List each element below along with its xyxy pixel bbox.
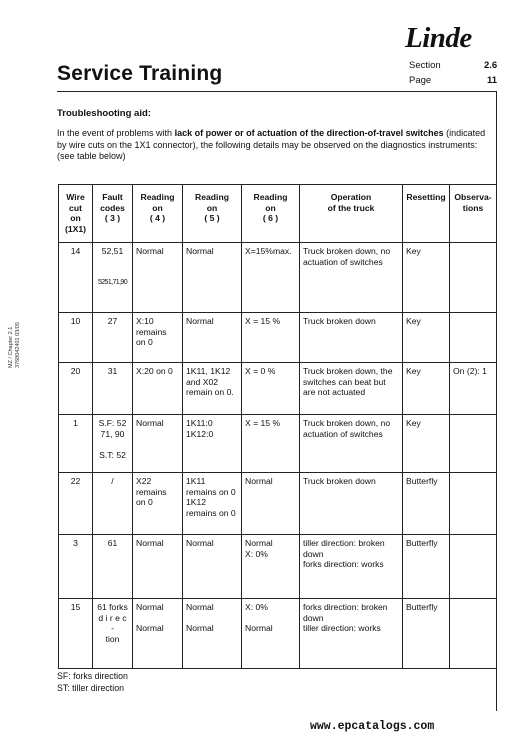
cell-observations xyxy=(450,473,497,535)
cell-operation xyxy=(300,243,403,313)
column-header-line: Resetting xyxy=(406,192,446,202)
cell-line: Normal xyxy=(136,246,164,256)
cell-line xyxy=(96,267,129,278)
cell-line: remains xyxy=(136,326,167,337)
column-header-reading-6 xyxy=(242,185,300,243)
cell-line: tion xyxy=(105,633,120,644)
cell-line: 15 xyxy=(70,602,81,612)
cell-line: Butterfly xyxy=(406,476,438,486)
cell-line xyxy=(186,613,238,624)
cell-reading-4 xyxy=(133,243,183,313)
cell-fault-codes xyxy=(93,243,133,313)
cell-line: Key xyxy=(406,418,421,428)
brand-logo: Linde xyxy=(405,22,472,54)
cell-line: forks direction: broken xyxy=(303,602,388,612)
cell-line: X: 0% xyxy=(245,602,268,612)
cell-line xyxy=(136,613,179,624)
page-title: Service Training xyxy=(57,62,223,85)
cell-wire-cut xyxy=(59,535,93,599)
cell-line: remain on 0. xyxy=(186,387,234,397)
cell-observations xyxy=(450,599,497,669)
cell-line: 1K12 xyxy=(186,497,207,507)
cell-line: Normal xyxy=(136,623,164,633)
column-header-line: ( 4 ) xyxy=(149,213,166,223)
cell-line: 20 xyxy=(70,366,81,376)
cell-resetting xyxy=(403,243,450,313)
cell-line: On (2): 1 xyxy=(453,366,487,376)
column-header-line: ( 5 ) xyxy=(204,213,220,223)
table-header-row xyxy=(59,185,497,243)
cell-line: on 0 xyxy=(136,497,153,507)
cell-observations xyxy=(450,415,497,473)
cell-line: down xyxy=(303,612,324,623)
cell-fault-codes xyxy=(93,363,133,415)
cell-reading-5 xyxy=(183,243,242,313)
cell-fault-codes xyxy=(93,473,133,535)
watermark: www.epcatalogs.com xyxy=(310,720,435,733)
cell-line xyxy=(453,316,493,327)
table-row xyxy=(59,599,497,669)
cell-line: are not actuated xyxy=(303,387,366,397)
cell-observations xyxy=(450,535,497,599)
cell-reading-6 xyxy=(242,313,300,363)
table-row xyxy=(59,415,497,473)
cell-line: Normal xyxy=(245,538,273,548)
column-header-line: Fault xyxy=(102,192,123,202)
cell-fault-codes xyxy=(93,415,133,473)
cell-line: 61 forks xyxy=(97,602,128,612)
cell-wire-cut xyxy=(59,599,93,669)
cell-reading-6 xyxy=(242,415,300,473)
cell-line xyxy=(453,418,493,429)
cell-line: remains on 0 xyxy=(186,486,236,497)
cell-line: Normal xyxy=(186,602,214,612)
column-header-fault-codes xyxy=(93,185,133,243)
cell-line: Normal xyxy=(186,538,214,548)
cell-line: Key xyxy=(406,316,421,326)
footnote: ST: tiller direction xyxy=(57,683,124,693)
footnote: SF: forks direction xyxy=(57,671,128,681)
cell-line: Butterfly xyxy=(406,538,438,548)
cell-wire-cut xyxy=(59,313,93,363)
cell-observations xyxy=(450,363,497,415)
cell-line: Key xyxy=(406,246,421,256)
cell-line: 71, 90 xyxy=(100,428,125,439)
cell-operation xyxy=(300,599,403,669)
section-heading: Troubleshooting aid: xyxy=(57,108,151,119)
cell-line: tiller direction: broken xyxy=(303,538,385,548)
cell-reading-5 xyxy=(183,415,242,473)
cell-line: 5251,71,90 xyxy=(97,278,128,286)
cell-line: Truck broken down, no xyxy=(303,246,391,256)
cell-line: X = 15 % xyxy=(245,316,281,326)
cell-line: Truck broken down xyxy=(303,316,376,326)
header-rule xyxy=(57,91,497,92)
cell-line: 14 xyxy=(70,246,81,256)
cell-line: actuation of switches xyxy=(303,256,383,267)
cell-resetting xyxy=(403,313,450,363)
cell-line: switches can beat but xyxy=(303,376,386,387)
cell-line: actuation of switches xyxy=(303,428,383,439)
cell-line: Normal xyxy=(186,316,214,326)
cell-reading-4 xyxy=(133,473,183,535)
cell-reading-4 xyxy=(133,363,183,415)
cell-reading-6 xyxy=(242,363,300,415)
column-header-line: ( 3 ) xyxy=(104,213,121,223)
cell-line: tiller direction: works xyxy=(303,623,381,633)
cell-operation xyxy=(300,473,403,535)
cell-line: Truck broken down, the xyxy=(303,366,393,376)
cell-line: Truck broken down, no xyxy=(303,418,391,428)
column-header-line: cut xyxy=(69,202,82,213)
cell-reading-4 xyxy=(133,599,183,669)
cell-line: X = 0 % xyxy=(245,366,276,376)
cell-line: Key xyxy=(406,366,421,376)
troubleshooting-table xyxy=(58,184,497,669)
column-header-line: (1X1) xyxy=(64,223,86,234)
cell-line: on 0 xyxy=(136,337,153,347)
cell-line: Truck broken down xyxy=(303,476,376,486)
cell-line: 1K12:0 xyxy=(186,428,214,439)
cell-line: X:20 on 0 xyxy=(136,366,173,376)
section-value: 2.6 xyxy=(484,60,498,71)
cell-reading-5 xyxy=(183,599,242,669)
table-row xyxy=(59,473,497,535)
column-header-line: ( 6 ) xyxy=(262,213,279,223)
cell-line xyxy=(453,476,493,487)
cell-line: 1K11, 1K12 xyxy=(186,366,231,376)
page-label: Page xyxy=(409,75,432,86)
side-note-line: MZ / Chapter 2.1 xyxy=(8,326,14,368)
table-body xyxy=(59,243,497,669)
cell-reading-6 xyxy=(242,473,300,535)
cell-line: 1K11 xyxy=(186,476,206,486)
cell-line: / xyxy=(111,476,114,486)
side-note xyxy=(8,278,21,368)
cell-line: 61 xyxy=(107,538,118,548)
column-header-line: on xyxy=(152,202,163,213)
cell-line: X: 0% xyxy=(245,548,268,559)
cell-line: X:10 xyxy=(136,316,154,326)
cell-line: forks direction: works xyxy=(303,559,384,569)
cell-line: X22 xyxy=(136,476,152,486)
intro-emphasis: lack of power or of actuation of the direction-of-travel switches xyxy=(174,128,444,138)
column-header-reading-4 xyxy=(133,185,183,243)
cell-resetting xyxy=(403,535,450,599)
cell-resetting xyxy=(403,415,450,473)
column-header-line: Wire xyxy=(66,192,85,202)
cell-reading-5 xyxy=(183,473,242,535)
cell-reading-4 xyxy=(133,535,183,599)
cell-operation xyxy=(300,535,403,599)
cell-line xyxy=(453,602,493,613)
cell-reading-6 xyxy=(242,599,300,669)
cell-resetting xyxy=(403,473,450,535)
table-row xyxy=(59,243,497,313)
cell-reading-5 xyxy=(183,313,242,363)
column-header-line: Observa- xyxy=(454,192,492,202)
cell-reading-5 xyxy=(183,535,242,599)
side-note-line: 3768042401 03/05 xyxy=(14,322,21,368)
cell-resetting xyxy=(403,599,450,669)
cell-reading-5 xyxy=(183,363,242,415)
cell-line: Normal xyxy=(186,246,214,256)
table-row xyxy=(59,363,497,415)
cell-fault-codes xyxy=(93,535,133,599)
column-header-operation xyxy=(300,185,403,243)
cell-operation xyxy=(300,363,403,415)
cell-line: 31 xyxy=(107,366,118,376)
cell-line: S.T: 52 xyxy=(99,449,126,460)
cell-line: 52,51 xyxy=(101,246,124,256)
cell-resetting xyxy=(403,363,450,415)
cell-line: S.F: 52 xyxy=(98,418,127,428)
column-header-line: tions xyxy=(462,202,484,213)
intro-text: In the event of problems with xyxy=(57,128,175,138)
column-header-line: Reading xyxy=(195,192,229,202)
cell-line: 1K11:0 xyxy=(186,418,213,428)
cell-line: 10 xyxy=(70,316,81,326)
cell-line: Normal xyxy=(136,538,164,548)
intro-paragraph xyxy=(57,128,497,163)
cell-line: 1 xyxy=(73,418,78,428)
cell-line: X = 15 % xyxy=(245,418,281,428)
column-header-line: Reading xyxy=(253,192,288,202)
cell-line xyxy=(245,613,296,624)
column-header-line: on xyxy=(70,213,81,223)
cell-reading-4 xyxy=(133,313,183,363)
cell-reading-4 xyxy=(133,415,183,473)
column-header-line: Operation xyxy=(330,192,372,202)
cell-wire-cut xyxy=(59,415,93,473)
cell-line xyxy=(453,538,493,549)
cell-reading-6 xyxy=(242,535,300,599)
cell-line: 27 xyxy=(107,316,118,326)
cell-line: and X02 xyxy=(186,376,219,387)
cell-line: remains xyxy=(136,486,167,497)
cell-line: 22 xyxy=(70,476,81,486)
cell-line: X=15%max. xyxy=(245,246,292,256)
cell-line: d i r e c - xyxy=(98,612,127,633)
cell-line: Butterfly xyxy=(406,602,438,612)
table-row xyxy=(59,313,497,363)
page-value: 11 xyxy=(487,75,498,86)
cell-line xyxy=(453,246,493,257)
column-header-observations xyxy=(450,185,497,243)
column-header-line: Reading xyxy=(140,192,175,202)
cell-line: Normal xyxy=(245,623,273,633)
cell-wire-cut xyxy=(59,363,93,415)
column-header-line: of the truck xyxy=(327,202,375,213)
cell-wire-cut xyxy=(59,473,93,535)
cell-wire-cut xyxy=(59,243,93,313)
cell-operation xyxy=(300,313,403,363)
cell-line: Normal xyxy=(186,623,214,633)
cell-line xyxy=(96,257,129,268)
section-label: Section xyxy=(409,60,441,71)
column-header-line: codes xyxy=(100,202,125,213)
column-header-line: on xyxy=(265,202,276,213)
cell-observations xyxy=(450,243,497,313)
cell-fault-codes xyxy=(93,313,133,363)
column-header-line: on xyxy=(206,202,218,213)
cell-operation xyxy=(300,415,403,473)
cell-line: remains on 0 xyxy=(186,507,236,518)
column-header-wire-cut xyxy=(59,185,93,243)
column-header-reading-5 xyxy=(183,185,242,243)
cell-line: Normal xyxy=(245,476,273,486)
intro-text: (indicated by wire cuts on the 1X1 connector), the following details may be observed on the diagnostics instruments: (see table below) xyxy=(57,128,486,161)
column-header-resetting xyxy=(403,185,450,243)
cell-observations xyxy=(450,313,497,363)
cell-line xyxy=(96,439,129,450)
cell-fault-codes xyxy=(93,599,133,669)
cell-line: 3 xyxy=(73,538,78,548)
cell-reading-6 xyxy=(242,243,300,313)
table-row xyxy=(59,535,497,599)
cell-line: down xyxy=(303,548,324,559)
cell-line: Normal xyxy=(136,602,164,612)
cell-line: Normal xyxy=(136,418,164,428)
